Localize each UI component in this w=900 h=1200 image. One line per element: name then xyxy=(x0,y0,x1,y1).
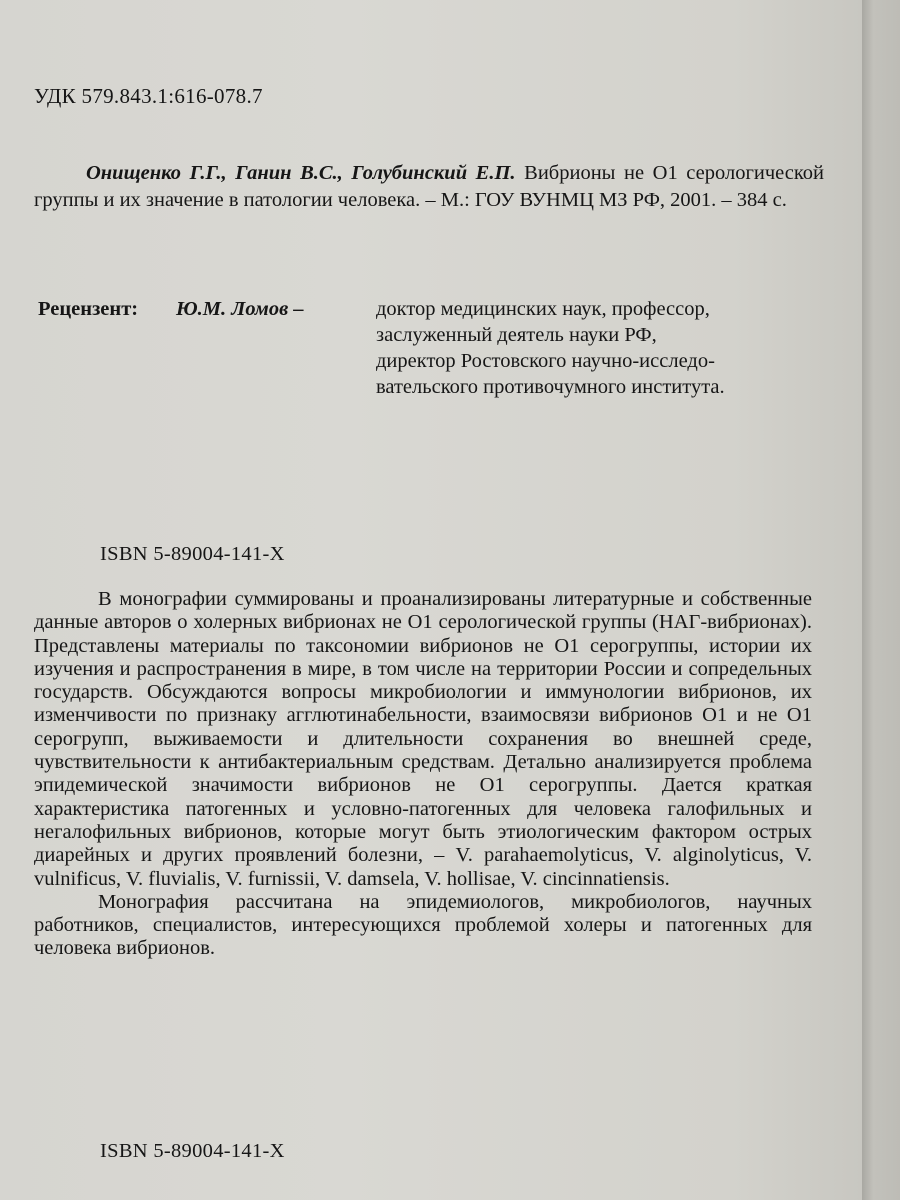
abstract xyxy=(34,588,812,961)
reviewer-name: Ю.М. Ломов – xyxy=(176,298,304,320)
citation-text: Вибрионы не O1 серологической группы и их значение в патологии человека. – М.: ГОУ ВУНМЦ МЗ РФ, 2001. – 384 с. xyxy=(34,162,824,211)
abstract-paragraph-2: Монография рассчитана на эпидемиологов, микробиологов, научных работников, специалистов, интересующихся проблемой холеры и патогенных для человека вибрионов. xyxy=(34,890,812,960)
citation-authors: Онищенко Г.Г., Ганин В.С., Голубинский Е.П. xyxy=(86,162,516,184)
isbn-bottom: ISBN 5-89004-141-X xyxy=(100,1140,285,1162)
reviewer-desc-line: директор Ростовского научно-исследо- xyxy=(376,350,715,372)
page-edge xyxy=(862,0,900,1200)
isbn-top: ISBN 5-89004-141-X xyxy=(100,543,285,565)
reviewer-desc-line: вательского противочумного института. xyxy=(376,376,725,398)
abstract-paragraph-1: В монографии суммированы и проанализированы литературные и собственные данные авторов о холерных вибрионах не O1 серологической группы (НАГ-вибрионах). Представлены материалы по таксономии вибрионов не O1 серогруппы, истории их изучения и распространения в мире, в том числе на территории России и сопредельных государств. Обсуждаются вопросы микробиологии и иммунологии вибрионов, их изменчивости по признаку агглютинабельности, взаимосвязи вибрионов O1 и не O1 серогрупп, выживаемости и длительности сохранения во внешней среде, чувствительности к антибактериальным средствам. Детально анализируется проблема эпидемической значимости вибрионов не O1 серогруппы. Дается краткая характеристика патогенных и условно-патогенных для человека галофильных и негалофильных вибрионов, которые могут быть этиологическим фактором острых диарейных и других проявлений болезни, – V. parahaemolyticus, V. alginolyticus, V. vulnificus, V. fluvialis, V. furnissii, V. damsela, V. hollisae, V. cincinnatiensis. xyxy=(34,588,812,890)
reviewer-desc-line: доктор медицинских наук, профессор, xyxy=(376,298,710,320)
reviewer-label: Рецензент: xyxy=(38,298,139,320)
reviewer-desc-line: заслуженный деятель науки РФ, xyxy=(376,324,657,346)
reviewer-description xyxy=(376,296,846,400)
bibliographic-citation xyxy=(34,160,824,214)
udk-code: УДК 579.843.1:616-078.7 xyxy=(34,84,263,108)
